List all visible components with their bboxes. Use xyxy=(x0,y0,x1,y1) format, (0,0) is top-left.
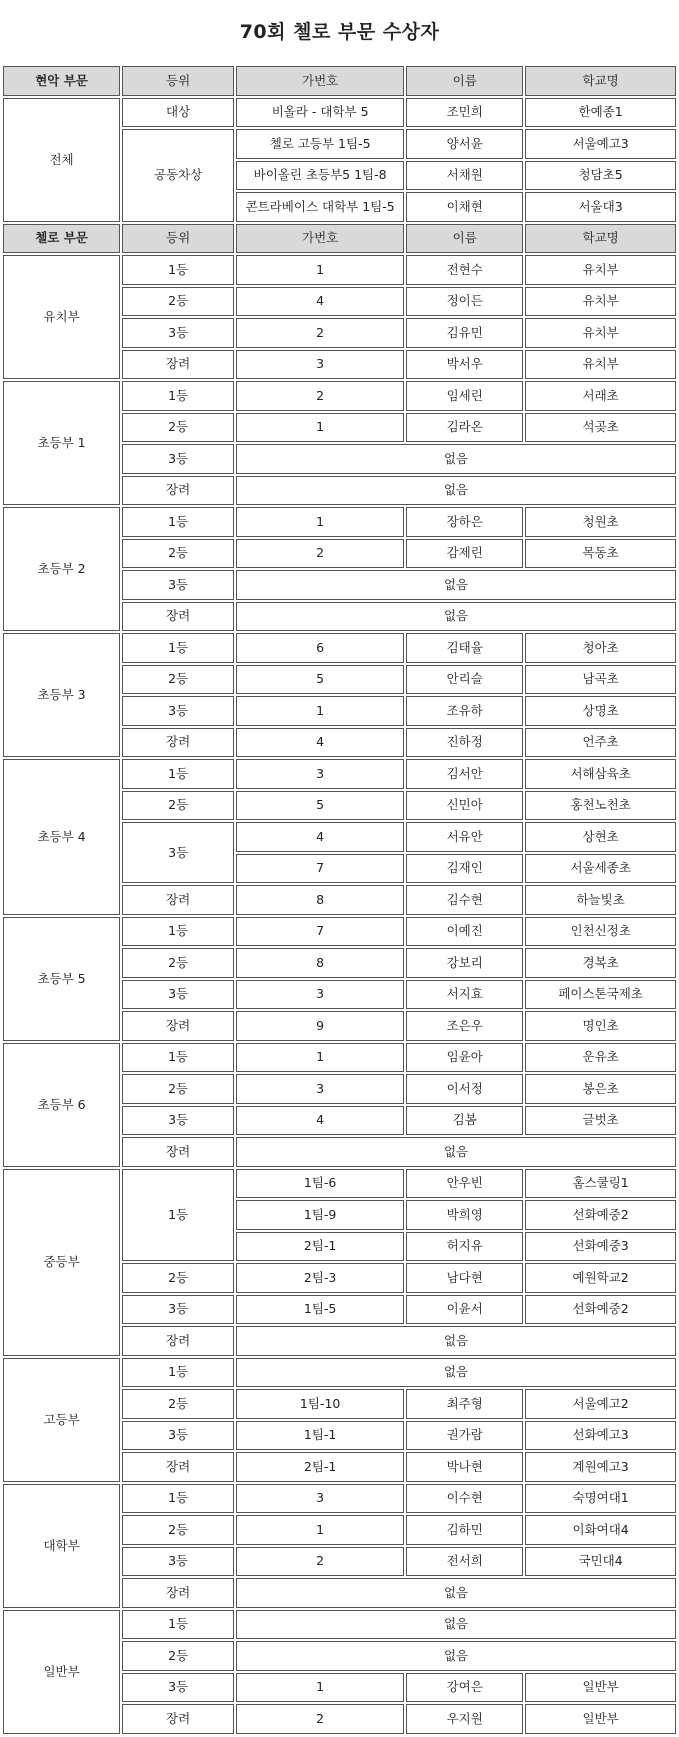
entry-number-cell: 9 xyxy=(236,1011,404,1041)
entry-number-cell: 3 xyxy=(236,980,404,1010)
name-cell: 박희영 xyxy=(406,1200,523,1230)
entry-number-cell: 2 xyxy=(236,381,404,411)
rank-cell: 3등 xyxy=(122,980,234,1010)
school-cell: 유치부 xyxy=(525,287,676,317)
name-cell: 이수현 xyxy=(406,1484,523,1514)
entry-number-cell: 1 xyxy=(236,1043,404,1073)
column-header: 가번호 xyxy=(236,66,404,96)
school-cell: 선화예중2 xyxy=(525,1200,676,1230)
school-cell: 홈스쿨링1 xyxy=(525,1169,676,1199)
rank-cell: 2등 xyxy=(122,413,234,443)
none-cell: 없음 xyxy=(236,444,676,474)
name-cell: 신민아 xyxy=(406,791,523,821)
school-cell: 선화예고3 xyxy=(525,1421,676,1451)
entry-number-cell: 4 xyxy=(236,1106,404,1136)
name-cell: 임세린 xyxy=(406,381,523,411)
entry-number-cell: 1 xyxy=(236,413,404,443)
school-cell: 서울세종초 xyxy=(525,854,676,884)
entry-number-cell: 2팀-3 xyxy=(236,1263,404,1293)
name-cell: 감제린 xyxy=(406,539,523,569)
school-cell: 목동초 xyxy=(525,539,676,569)
table-row xyxy=(3,759,676,789)
none-cell: 없음 xyxy=(236,1641,676,1671)
rank-cell: 1등 xyxy=(122,1610,234,1640)
division-cell: 고등부 xyxy=(3,1358,120,1482)
name-cell: 김재인 xyxy=(406,854,523,884)
school-cell: 운유초 xyxy=(525,1043,676,1073)
table-row xyxy=(3,98,676,128)
rank-cell: 3등 xyxy=(122,1421,234,1451)
school-cell: 유치부 xyxy=(525,350,676,380)
rank-cell: 1등 xyxy=(122,381,234,411)
school-cell: 봉은초 xyxy=(525,1074,676,1104)
name-cell: 이예진 xyxy=(406,917,523,947)
division-cell: 전체 xyxy=(3,98,120,222)
name-cell: 남다현 xyxy=(406,1263,523,1293)
school-cell: 서울예고3 xyxy=(525,129,676,159)
rank-cell: 3등 xyxy=(122,1547,234,1577)
column-header: 등위 xyxy=(122,224,234,254)
entry-number-cell: 7 xyxy=(236,854,404,884)
entry-number-cell: 4 xyxy=(236,728,404,758)
rank-cell: 장려 xyxy=(122,1704,234,1734)
name-cell: 김유민 xyxy=(406,318,523,348)
name-cell: 임윤아 xyxy=(406,1043,523,1073)
rank-cell: 3등 xyxy=(122,318,234,348)
school-cell: 청원초 xyxy=(525,507,676,537)
none-cell: 없음 xyxy=(236,1137,676,1167)
entry-number-cell: 1 xyxy=(236,696,404,726)
rank-cell: 2등 xyxy=(122,665,234,695)
school-cell: 청담초5 xyxy=(525,161,676,191)
awards-table xyxy=(1,64,678,1736)
name-cell: 서채원 xyxy=(406,161,523,191)
division-cell: 초등부 6 xyxy=(3,1043,120,1167)
rank-cell: 3등 xyxy=(122,1106,234,1136)
rank-cell: 1등 xyxy=(122,1358,234,1388)
school-cell: 서울예고2 xyxy=(525,1389,676,1419)
name-cell: 박서우 xyxy=(406,350,523,380)
name-cell: 박나현 xyxy=(406,1452,523,1482)
name-cell: 안리슬 xyxy=(406,665,523,695)
name-cell: 강여은 xyxy=(406,1673,523,1703)
school-cell: 남곡초 xyxy=(525,665,676,695)
school-cell: 선화예중2 xyxy=(525,1295,676,1325)
school-cell: 유치부 xyxy=(525,255,676,285)
name-cell: 장하은 xyxy=(406,507,523,537)
none-cell: 없음 xyxy=(236,1358,676,1388)
name-cell: 서지효 xyxy=(406,980,523,1010)
rank-cell: 1등 xyxy=(122,759,234,789)
school-cell: 숙명여대1 xyxy=(525,1484,676,1514)
school-cell: 국민대4 xyxy=(525,1547,676,1577)
rank-cell: 장려 xyxy=(122,476,234,506)
rank-cell: 3등 xyxy=(122,1673,234,1703)
table-row xyxy=(3,1169,676,1199)
rank-cell: 3등 xyxy=(122,696,234,726)
entry-number-cell: 1팀-10 xyxy=(236,1389,404,1419)
name-cell: 정이든 xyxy=(406,287,523,317)
name-cell: 강보리 xyxy=(406,948,523,978)
entry-number-cell: 3 xyxy=(236,350,404,380)
rank-cell: 3등 xyxy=(122,444,234,474)
school-cell: 인천신정초 xyxy=(525,917,676,947)
division-cell: 대학부 xyxy=(3,1484,120,1608)
entry-number-cell: 5 xyxy=(236,665,404,695)
entry-number-cell: 바이올린 초등부5 1팀-8 xyxy=(236,161,404,191)
school-cell: 경복초 xyxy=(525,948,676,978)
school-cell: 일반부 xyxy=(525,1704,676,1734)
rank-cell: 1등 xyxy=(122,1169,234,1262)
rank-cell: 3등 xyxy=(122,570,234,600)
name-cell: 권가람 xyxy=(406,1421,523,1451)
rank-cell: 1등 xyxy=(122,633,234,663)
rank-cell: 장려 xyxy=(122,728,234,758)
rank-cell: 장려 xyxy=(122,1011,234,1041)
division-cell: 초등부 2 xyxy=(3,507,120,631)
entry-number-cell: 1 xyxy=(236,1515,404,1545)
entry-number-cell: 1팀-6 xyxy=(236,1169,404,1199)
name-cell: 김라온 xyxy=(406,413,523,443)
name-cell: 이채현 xyxy=(406,192,523,222)
rank-cell: 1등 xyxy=(122,1484,234,1514)
entry-number-cell: 콘트라베이스 대학부 1팀-5 xyxy=(236,192,404,222)
division-cell: 초등부 1 xyxy=(3,381,120,505)
column-header: 현악 부문 xyxy=(3,66,120,96)
entry-number-cell: 7 xyxy=(236,917,404,947)
division-cell: 초등부 3 xyxy=(3,633,120,757)
name-cell: 전서희 xyxy=(406,1547,523,1577)
entry-number-cell: 1 xyxy=(236,255,404,285)
name-cell: 우지원 xyxy=(406,1704,523,1734)
entry-number-cell: 2 xyxy=(236,1704,404,1734)
table-row xyxy=(3,507,676,537)
rank-cell: 2등 xyxy=(122,1389,234,1419)
table-row xyxy=(3,381,676,411)
school-cell: 선화예중3 xyxy=(525,1232,676,1262)
entry-number-cell: 첼로 고등부 1팀-5 xyxy=(236,129,404,159)
name-cell: 허지유 xyxy=(406,1232,523,1262)
table-row xyxy=(3,917,676,947)
none-cell: 없음 xyxy=(236,476,676,506)
none-cell: 없음 xyxy=(236,570,676,600)
rank-cell: 3등 xyxy=(122,1295,234,1325)
rank-cell: 공동차상 xyxy=(122,129,234,222)
rank-cell: 1등 xyxy=(122,507,234,537)
rank-cell: 2등 xyxy=(122,539,234,569)
name-cell: 이윤서 xyxy=(406,1295,523,1325)
entry-number-cell: 2팀-1 xyxy=(236,1452,404,1482)
entry-number-cell: 3 xyxy=(236,1484,404,1514)
entry-number-cell: 3 xyxy=(236,1074,404,1104)
column-header: 가번호 xyxy=(236,224,404,254)
name-cell: 김서안 xyxy=(406,759,523,789)
school-cell: 페이스톤국제초 xyxy=(525,980,676,1010)
school-cell: 서해삼육초 xyxy=(525,759,676,789)
table-row xyxy=(3,633,676,663)
entry-number-cell: 4 xyxy=(236,287,404,317)
header-row xyxy=(3,66,676,96)
name-cell: 조유하 xyxy=(406,696,523,726)
school-cell: 일반부 xyxy=(525,1673,676,1703)
division-cell: 중등부 xyxy=(3,1169,120,1356)
division-cell: 초등부 4 xyxy=(3,759,120,915)
entry-number-cell: 1팀-9 xyxy=(236,1200,404,1230)
division-cell: 초등부 5 xyxy=(3,917,120,1041)
division-cell: 유치부 xyxy=(3,255,120,379)
rank-cell: 1등 xyxy=(122,255,234,285)
school-cell: 언주초 xyxy=(525,728,676,758)
entry-number-cell: 8 xyxy=(236,948,404,978)
name-cell: 전현수 xyxy=(406,255,523,285)
table-row xyxy=(3,255,676,285)
entry-number-cell: 3 xyxy=(236,759,404,789)
entry-number-cell: 5 xyxy=(236,791,404,821)
school-cell: 홍천노천초 xyxy=(525,791,676,821)
school-cell: 유치부 xyxy=(525,318,676,348)
division-cell: 일반부 xyxy=(3,1610,120,1735)
rank-cell: 2등 xyxy=(122,1641,234,1671)
rank-cell: 1등 xyxy=(122,1043,234,1073)
rank-cell: 장려 xyxy=(122,1578,234,1608)
rank-cell: 장려 xyxy=(122,1137,234,1167)
rank-cell: 장려 xyxy=(122,1326,234,1356)
school-cell: 청아초 xyxy=(525,633,676,663)
table-row xyxy=(3,1358,676,1388)
rank-cell: 장려 xyxy=(122,885,234,915)
column-header: 이름 xyxy=(406,224,523,254)
school-cell: 하늘빛초 xyxy=(525,885,676,915)
school-cell: 상현초 xyxy=(525,822,676,852)
name-cell: 김태율 xyxy=(406,633,523,663)
name-cell: 조민희 xyxy=(406,98,523,128)
school-cell: 석곶초 xyxy=(525,413,676,443)
name-cell: 이서정 xyxy=(406,1074,523,1104)
entry-number-cell: 2 xyxy=(236,318,404,348)
column-header: 첼로 부문 xyxy=(3,224,120,254)
rank-cell: 2등 xyxy=(122,791,234,821)
entry-number-cell: 1팀-1 xyxy=(236,1421,404,1451)
name-cell: 서유안 xyxy=(406,822,523,852)
name-cell: 안우빈 xyxy=(406,1169,523,1199)
table-row xyxy=(3,1610,676,1640)
name-cell: 양서윤 xyxy=(406,129,523,159)
school-cell: 서래초 xyxy=(525,381,676,411)
rank-cell: 2등 xyxy=(122,287,234,317)
rank-cell: 2등 xyxy=(122,1074,234,1104)
school-cell: 상명초 xyxy=(525,696,676,726)
rank-cell: 대상 xyxy=(122,98,234,128)
school-cell: 명인초 xyxy=(525,1011,676,1041)
column-header: 학교명 xyxy=(525,224,676,254)
none-cell: 없음 xyxy=(236,1610,676,1640)
rank-cell: 2등 xyxy=(122,1515,234,1545)
rank-cell: 장려 xyxy=(122,1452,234,1482)
entry-number-cell: 2 xyxy=(236,539,404,569)
table-row xyxy=(3,1043,676,1073)
entry-number-cell: 6 xyxy=(236,633,404,663)
entry-number-cell: 2 xyxy=(236,1547,404,1577)
name-cell: 조은우 xyxy=(406,1011,523,1041)
rank-cell: 장려 xyxy=(122,350,234,380)
page-title: 70회 첼로 부문 수상자 xyxy=(239,21,440,43)
school-cell: 글벗초 xyxy=(525,1106,676,1136)
school-cell: 이화여대4 xyxy=(525,1515,676,1545)
school-cell: 예원학교2 xyxy=(525,1263,676,1293)
entry-number-cell: 2팀-1 xyxy=(236,1232,404,1262)
none-cell: 없음 xyxy=(236,1578,676,1608)
rank-cell: 장려 xyxy=(122,602,234,632)
entry-number-cell: 4 xyxy=(236,822,404,852)
entry-number-cell: 1팀-5 xyxy=(236,1295,404,1325)
name-cell: 김하민 xyxy=(406,1515,523,1545)
column-header: 이름 xyxy=(406,66,523,96)
entry-number-cell: 1 xyxy=(236,507,404,537)
entry-number-cell: 1 xyxy=(236,1673,404,1703)
rank-cell: 1등 xyxy=(122,917,234,947)
school-cell: 계원예고3 xyxy=(525,1452,676,1482)
entry-number-cell: 비올라 - 대학부 5 xyxy=(236,98,404,128)
name-cell: 김봄 xyxy=(406,1106,523,1136)
rank-cell: 3등 xyxy=(122,822,234,883)
school-cell: 한예종1 xyxy=(525,98,676,128)
name-cell: 김수현 xyxy=(406,885,523,915)
rank-cell: 2등 xyxy=(122,948,234,978)
header-row xyxy=(3,224,676,254)
school-cell: 서울대3 xyxy=(525,192,676,222)
none-cell: 없음 xyxy=(236,602,676,632)
rank-cell: 2등 xyxy=(122,1263,234,1293)
column-header: 학교명 xyxy=(525,66,676,96)
column-header: 등위 xyxy=(122,66,234,96)
none-cell: 없음 xyxy=(236,1326,676,1356)
name-cell: 최주형 xyxy=(406,1389,523,1419)
entry-number-cell: 8 xyxy=(236,885,404,915)
table-row xyxy=(3,1484,676,1514)
name-cell: 진하정 xyxy=(406,728,523,758)
